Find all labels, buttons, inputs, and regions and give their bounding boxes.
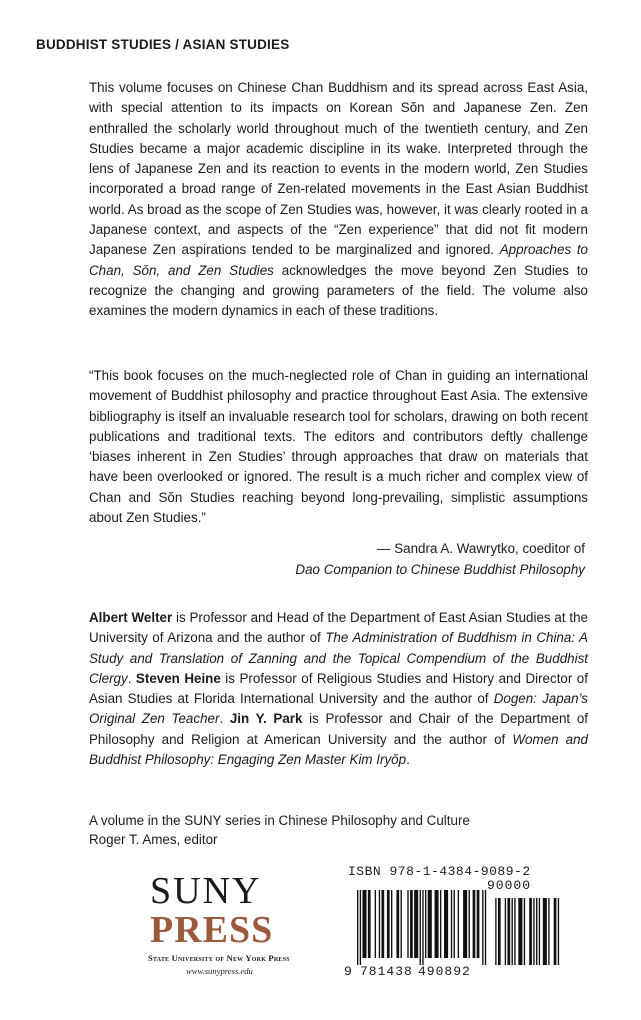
barcode-bar bbox=[407, 890, 408, 958]
addon-bar bbox=[507, 898, 510, 965]
description-text-2: acknowledges the move beyond Zen Studies to recognize the changing and growing parameters of the field. The volume also examines the modern dynamics in each of these traditions. bbox=[89, 262, 588, 319]
author-name-welter: Albert Welter bbox=[89, 610, 173, 625]
addon-bar bbox=[512, 898, 513, 965]
series-line: A volume in the SUNY series in Chinese Philosophy and Culture bbox=[89, 813, 470, 828]
book-description bbox=[89, 78, 588, 322]
isbn-label: ISBN 978-1-4384-9089-2 bbox=[348, 864, 531, 879]
author-book-park: Women and Buddhist Philosophy: Engaging Zen Master Kim Iryŏp bbox=[89, 731, 588, 768]
barcode-bar bbox=[379, 890, 380, 958]
barcode-bar bbox=[357, 890, 358, 965]
author-name-heine: Steven Heine bbox=[135, 670, 221, 686]
barcode-bar bbox=[444, 890, 448, 958]
barcode-bar bbox=[387, 890, 390, 958]
barcode-bar bbox=[428, 890, 432, 958]
endorsement-attribution: — Sandra A. Wawrytko, coeditor of bbox=[377, 541, 585, 556]
addon-bar bbox=[518, 898, 522, 965]
endorsement-source-work: Dao Companion to Chinese Buddhist Philosophy bbox=[295, 562, 585, 577]
barcode-bar bbox=[458, 890, 459, 958]
addon-bar bbox=[558, 898, 559, 965]
addon-bar bbox=[529, 898, 532, 965]
addon-bar bbox=[539, 898, 540, 965]
barcode-bar bbox=[440, 890, 441, 958]
series-editor: Roger T. Ames, editor bbox=[89, 831, 218, 847]
barcode-bar bbox=[401, 890, 402, 958]
barcode-bar bbox=[425, 890, 426, 958]
barcode-bar bbox=[420, 890, 421, 965]
author-name-park: Jin Y. Park bbox=[229, 711, 303, 727]
addon-bar bbox=[548, 898, 549, 965]
barcode-bar bbox=[368, 890, 371, 958]
publisher-url: www.sunypress.edu bbox=[186, 966, 253, 976]
author-book-heine: Dogen: Japan’s Original Zen Teacher bbox=[89, 691, 588, 727]
endorsement-quote: “This book focuses on the much-neglected role of Chan in guiding an international movement of Buddhist philosophy and practice throughout East Asia. The extensive bibliography is itself an invaluable research tool for scholars, drawing on both recent publications and traditional texts. The editors and contributors deftly challenge ‘biases inherent in Zen Studies’ through approaches that draw on materials that have been overlooked or ignored. The result is a much richer and complex view of Chan and Sŏn Studies reaching beyond long-prevailing, simplistic assumptions about Zen Studies.” bbox=[89, 368, 588, 526]
addon-bar bbox=[536, 898, 537, 965]
author-bio-park: is Professor and Chair of the Department of Philosophy and Religion at American University and the author of bbox=[89, 711, 588, 747]
addon-bar bbox=[554, 898, 557, 965]
book-title: Approaches to Chan, Sŏn, and Zen Studies bbox=[89, 242, 588, 278]
author-bios bbox=[89, 608, 588, 770]
barcode-bar bbox=[477, 890, 480, 958]
barcode-bar bbox=[410, 890, 413, 958]
author-bio-heine: is Professor of Religious Studies and History and Director of Asian Studies at Florida International University and the author of bbox=[89, 670, 588, 707]
addon-bar bbox=[495, 898, 496, 965]
author-bio-welter: is Professor and Head of the Department of East Asian Studies at the University of Arizona and the author of bbox=[89, 610, 588, 646]
barcode-addon-number: 90000 bbox=[487, 878, 532, 893]
barcode-bar bbox=[360, 890, 361, 965]
addon-bar bbox=[514, 898, 515, 965]
barcode-bar bbox=[422, 890, 423, 965]
barcode-bar bbox=[473, 890, 476, 958]
barcode-bar bbox=[414, 890, 418, 958]
separator: . bbox=[127, 670, 136, 686]
barcode-bar bbox=[396, 890, 399, 958]
press-logo-word: PRESS bbox=[150, 909, 274, 951]
barcode-bar bbox=[362, 890, 366, 958]
addon-bar bbox=[524, 898, 525, 965]
barcode-bar bbox=[454, 890, 455, 958]
category-label: BUDDHIST STUDIES / ASIAN STUDIES bbox=[36, 37, 290, 52]
suny-logo-word: SUNY bbox=[150, 870, 262, 912]
author-book-welter: The Administration of Buddhism in China: A Study and Translation of Zanning and the Topical Compendium of the Buddhist Clergy bbox=[89, 630, 588, 686]
publisher-name: State University of New York Press bbox=[148, 953, 290, 963]
barcode-bar bbox=[381, 890, 384, 958]
series-note bbox=[89, 812, 470, 849]
barcode-right-digits: 490892 bbox=[418, 964, 471, 979]
description-text-1: This volume focuses on Chinese Chan Buddhism and its spread across East Asia, with special attention to its impacts on Korean Sŏn and Japanese Zen. Zen enthralled the scholarly world throughout much of the twentieth century, and Zen Studies became a major academic discipline in its wake. Interpreted through the lens of Japanese Zen and its reaction to events in the modern world, Zen Studies incorporated a broad range of Zen-related movements in the East Asian Buddhist world. As broad as the scope of Zen Studies was, however, it was clearly rooted in a Japanese context, and aspects of the “Zen experience” that did not fit modern Japanese Zen aspirations tended to be marginalized and ignored. bbox=[89, 80, 588, 258]
barcode-bar bbox=[375, 890, 376, 958]
separator: . bbox=[219, 711, 230, 727]
barcode-bar bbox=[391, 890, 392, 958]
barcode-bar bbox=[435, 890, 439, 958]
barcode-bar bbox=[485, 890, 486, 965]
addon-bar bbox=[498, 898, 501, 965]
isbn-barcode bbox=[343, 890, 571, 966]
barcode-bar bbox=[469, 890, 470, 958]
barcode-first-digit: 9 bbox=[344, 964, 353, 979]
barcode-bar bbox=[451, 890, 452, 958]
separator: . bbox=[406, 752, 410, 768]
addon-bar bbox=[505, 898, 506, 965]
barcode-bar bbox=[482, 890, 483, 965]
addon-bar bbox=[533, 898, 534, 965]
barcode-left-digits: 781438 bbox=[360, 964, 413, 979]
addon-bar bbox=[543, 898, 547, 965]
barcode-bar bbox=[463, 890, 467, 958]
